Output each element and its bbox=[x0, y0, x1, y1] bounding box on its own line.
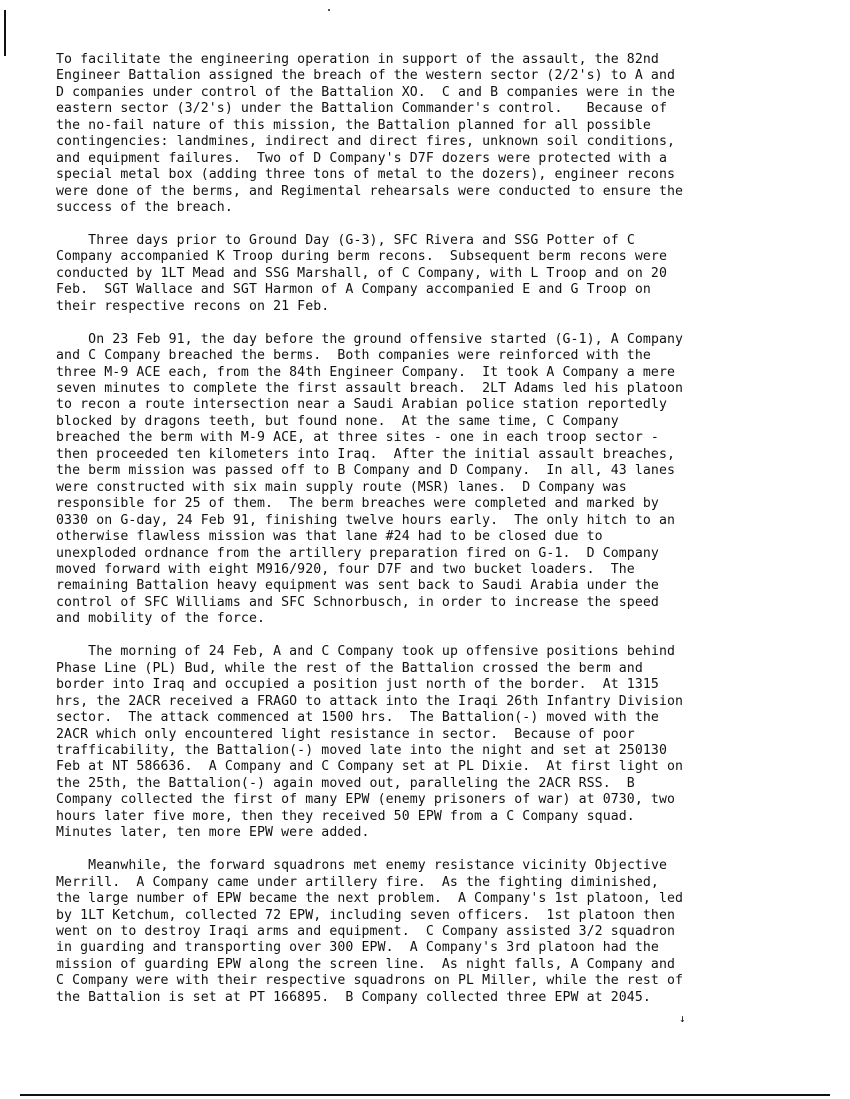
paragraph-berm-breach: On 23 Feb 91, the day before the ground offensive started (G-1), A Company and C Company breached the berms. Both companies were reinforced with the three M-9 ACE each, from the 84th Engineer Company. It took A Company a mere seven minutes to complete the first assault breach. 2LT Adams led his platoon to recon a route intersection near a Saudi Arabian police station reportedly blocked by dragons teeth, but found none. At the same time, C Company breached the berm with M-9 ACE, at three sites - one in each troop sector - then proceeded ten kilometers into Iraq. After the initial assault breaches, the berm mission was passed off to B Company and D Company. In all, 43 lanes were constructed with six main supply route (MSR) lanes. D Company was responsible for 25 of them. The berm breaches were completed and marked by 0330 on G-day, 24 Feb 91, finishing twelve hours early. The only hitch to an otherwise flawless mission was that lane #24 had to be closed due to unexploded ordnance from the artillery preparation fired on G-1. D Company moved forward with eight M916/920, four D7F and two bucket loaders. The remaining Battalion heavy equipment was sent back to Saudi Arabia under the control of SFC Williams and SFC Schnorbusch, in order to increase the speed and mobility of the force. bbox=[56, 331, 684, 627]
paragraph-24-feb-attack: The morning of 24 Feb, A and C Company took up offensive positions behind Phase Line (PL) Bud, while the rest of the Battalion crossed the berm and border into Iraq and occupied a position just north of the border. At 1315 hrs, the 2ACR received a FRAGO to attack into the Iraqi 26th Infantry Division sector. The attack commenced at 1500 hrs. The Battalion(-) moved with the 2ACR which only encountered light resistance in sector. Because of poor trafficability, the Battalion(-) moved late into the night and set at 250130 Feb at NT 586636. A Company and C Company set at PL Dixie. At first light on the 25th, the Battalion(-) again moved out, paralleling the 2ACR RSS. B Company collected the first of many EPW (enemy prisoners of war) at 0730, two hours later five more, then they received 50 EPW from a C Company squad. Minutes later, ten more EPW were added. bbox=[56, 644, 684, 841]
paragraph-objective-merrill: Meanwhile, the forward squadrons met enemy resistance vicinity Objective Merrill. A Company came under artillery fire. As the fighting diminished, the large number of EPW became the next problem. A Company's 1st platoon, led by 1LT Ketchum, collected 72 EPW, including seven officers. 1st platoon then went on to destroy Iraqi arms and equipment. C Company assisted 3/2 squadron in guarding and transporting over 300 EPW. A Company's 3rd platoon had the mission of guarding EPW along the screen line. As night falls, A Company and C Company were with their respective squadrons on PL Miller, while the rest of the Battalion is set at PT 166895. B Company collected three EPW at 2045. bbox=[56, 858, 684, 1005]
scan-speck bbox=[328, 9, 330, 11]
document-body bbox=[56, 52, 846, 1023]
continuation-arrow-icon: ↓ bbox=[679, 1012, 686, 1025]
paragraph-engineering-operation: To facilitate the engineering operation in support of the assault, the 82nd Engineer Battalion assigned the breach of the western sector (2/2's) to A and D companies under control of the Battalion XO. C and B companies were in the eastern sector (3/2's) under the Battalion Commander's control. Because of the no-fail nature of this mission, the Battalion planned for all possible contingencies: landmines, indirect and direct fires, unknown soil conditions, and equipment failures. Two of D Company's D7F dozers were protected with a special metal box (adding three tons of metal to the dozers), engineer recons were done of the berms, and Regimental rehearsals were conducted to ensure the success of the breach. bbox=[56, 52, 684, 216]
footer-rule bbox=[20, 1094, 830, 1096]
paragraph-berm-recons: Three days prior to Ground Day (G-3), SFC Rivera and SSG Potter of C Company accompanied K Troop during berm recons. Subsequent berm recons were conducted by 1LT Mead and SSG Marshall, of C Company, with L Troop and on 20 Feb. SGT Wallace and SGT Harmon of A Company accompanied E and G Troop on their respective recons on 21 Feb. bbox=[56, 232, 668, 314]
left-margin-rule bbox=[4, 10, 6, 56]
